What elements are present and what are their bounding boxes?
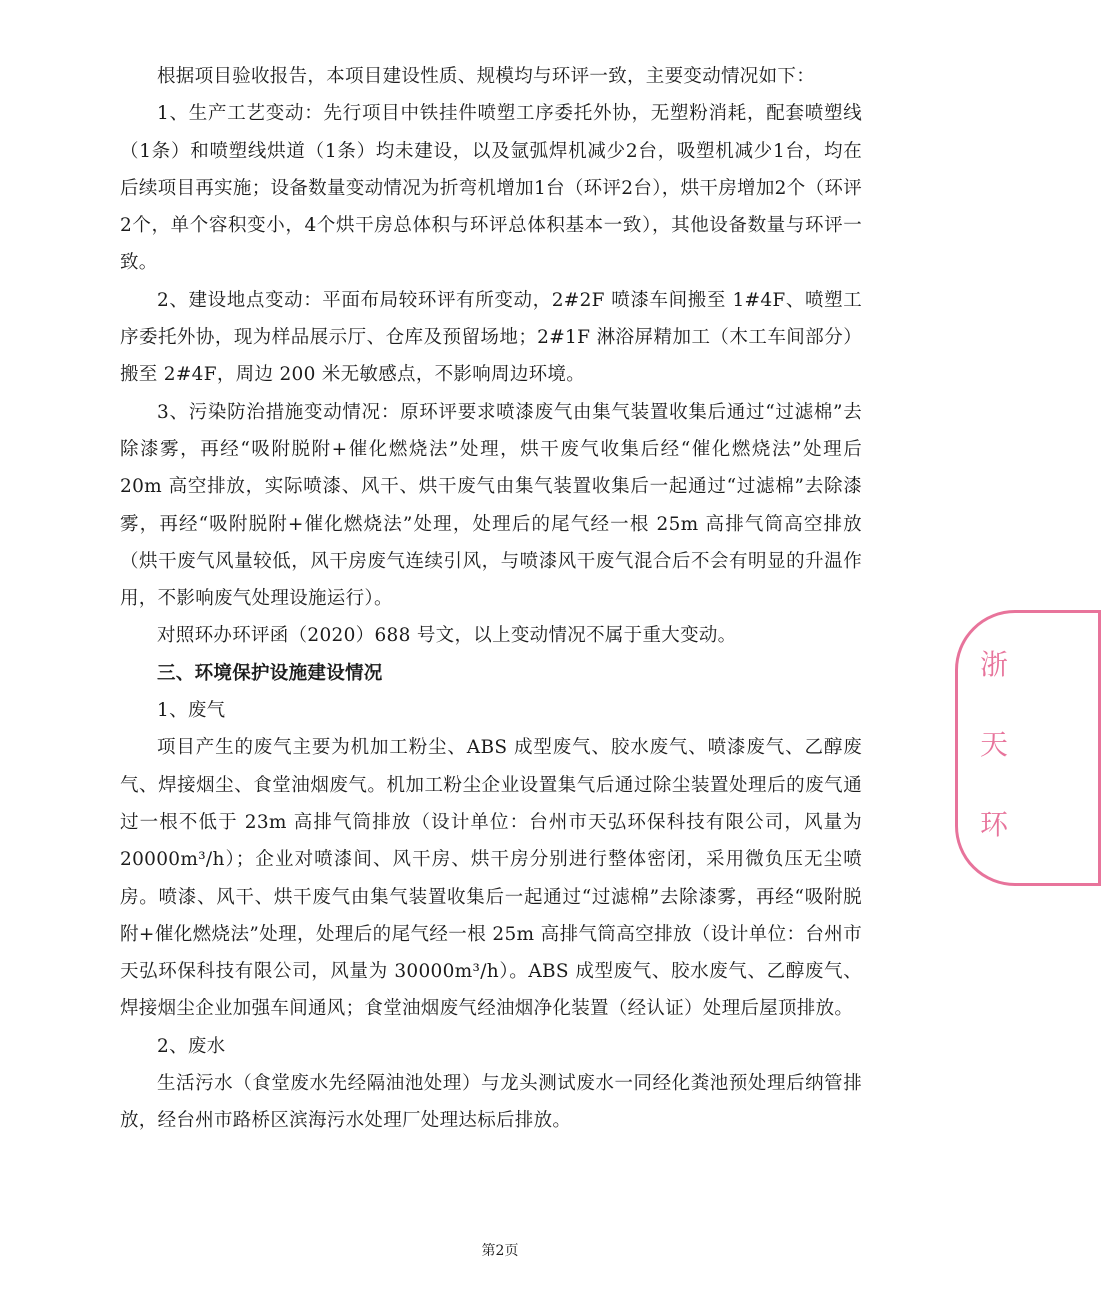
subheading-wastewater: 2、废水 — [157, 1035, 226, 1057]
section-heading: 三、环境保护设施建设情况 — [157, 662, 383, 684]
paragraph-intro: 根据项目验收报告，本项目建设性质、规模均与环评一致，主要变动情况如下： — [157, 66, 816, 87]
document-body — [120, 58, 862, 1140]
paragraph-conclusion: 对照环办环评函（2020）688 号文，以上变动情况不属于重大变动。 — [157, 625, 737, 647]
paragraph-pollution-change: 3、污染防治措施变动情况：原环评要求喷漆废气由集气装置收集后通过“过滤棉”去除漆雾，再经“吸附脱附+催化燃烧法”处理，烘干废气收集后经“催化燃烧法”处理后 20m 高空排放，实际喷漆、风干、烘干废气由集气装置收集后一起通过“过滤棉”去除漆雾，再经“吸附脱附+催化燃烧法”处理，处理后的尾气经一根 25m 高排气筒高空排放（烘干废气风量较低，风干房废气连续引风，与喷漆风干废气混合后不会有明显的升温作用，不影响废气处理设施运行）。 — [120, 401, 862, 610]
paragraph-location-change: 2、建设地点变动：平面布局较环评有所变动，2#2F 喷漆车间搬至 1#4F、喷塑工序委托外协，现为样品展示厅、仓库及预留场地；2#1F 淋浴屏精加工（木工车间部分）搬至 2#4F，周边 200 米无敏感点，不影响周边环境。 — [120, 289, 862, 386]
subheading-exhaust: 1、废气 — [157, 700, 226, 722]
paragraph-process-change: 1、生产工艺变动：先行项目中铁挂件喷塑工序委托外协，无塑粉消耗，配套喷塑线（1条）和喷塑线烘道（1条）均未建设，以及氩弧焊机减少2台，吸塑机减少1台，均在后续项目再实施；设备数量变动情况为折弯机增加1台（环评2台），烘干房增加2个（环评2个，单个容积变小，4个烘干房总体积与环评总体积基本一致），其他设备数量与环评一致。 — [120, 103, 862, 274]
paragraph-wastewater: 生活污水（食堂废水先经隔油池处理）与龙头测试废水一同经化粪池预处理后纳管排放，经台州市路桥区滨海污水处理厂处理达标后排放。 — [120, 1073, 862, 1132]
seal-stamp: 浙 天 环 — [955, 610, 1101, 886]
page-number: 第2页 — [481, 1243, 519, 1259]
paragraph-exhaust: 项目产生的废气主要为机加工粉尘、ABS 成型废气、胶水废气、喷漆废气、乙醇废气、焊接烟尘、食堂油烟废气。机加工粉尘企业设置集气后通过除尘装置处理后的废气通过一根不低于 23m 高排气筒排放（设计单位：台州市天弘环保科技有限公司，风量为 20000m³/h）；企业对喷漆间、风干房、烘干房分别进行整体密闭，采用微负压无尘喷房。喷漆、风干、烘干废气由集气装置收集后一起通过“过滤棉”去除漆雾，再经“吸附脱附+催化燃烧法”处理，处理后的尾气经一根 25m 高排气筒高空排放（设计单位：台州市天弘环保科技有限公司，风量为 30000m³/h）。ABS 成型废气、胶水废气、乙醇废气、焊接烟尘企业加强车间通风；食堂油烟废气经油烟净化装置（经认证）处理后屋顶排放。 — [120, 737, 862, 1020]
